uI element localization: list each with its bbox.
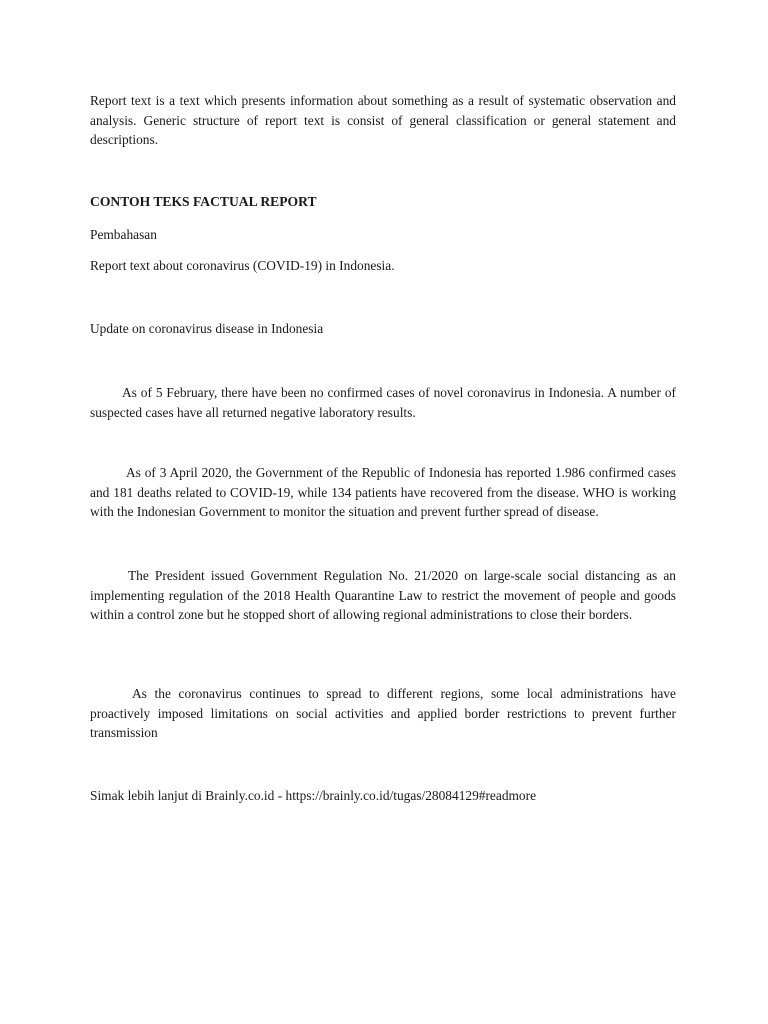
update-title: Update on coronavirus disease in Indonesia [90, 321, 324, 336]
body-paragraph-4: As the coronavirus continues to spread to different regions, some local administrations have proactively imposed limitations on social activities and applied border restrictions to prevent further transmission [90, 686, 676, 740]
report-subtitle: Report text about coronavirus (COVID-19) in Indonesia. [90, 258, 395, 273]
body-paragraph-1: As of 5 February, there have been no confirmed cases of novel coronavirus in Indonesia. A number of suspected cases have all returned negative laboratory results. [90, 385, 676, 420]
body-paragraph-2: As of 3 April 2020, the Government of the Republic of Indonesia has reported 1.986 confirmed cases and 181 deaths related to COVID-19, while 134 patients have recovered from the disease. WHO is working with the Indonesian Government to monitor the situation and prevent further spread of disease. [90, 465, 676, 519]
body-paragraph-3: The President issued Government Regulation No. 21/2020 on large-scale social distancing as an implementing regulation of the 2018 Health Quarantine Law to restrict the movement of people and goods within a control zone but he stopped short of allowing regional administrations to close their borders. [90, 568, 676, 622]
intro-paragraph: Report text is a text which presents information about something as a result of systematic observation and analysis. Generic structure of report text is consist of general classification or general statement and descriptions. [90, 93, 676, 147]
pembahasan-label: Pembahasan [90, 227, 157, 242]
source-link[interactable]: Simak lebih lanjut di Brainly.co.id - https://brainly.co.id/tugas/28084129#readmore [90, 788, 537, 803]
section-heading: CONTOH TEKS FACTUAL REPORT [90, 194, 317, 209]
